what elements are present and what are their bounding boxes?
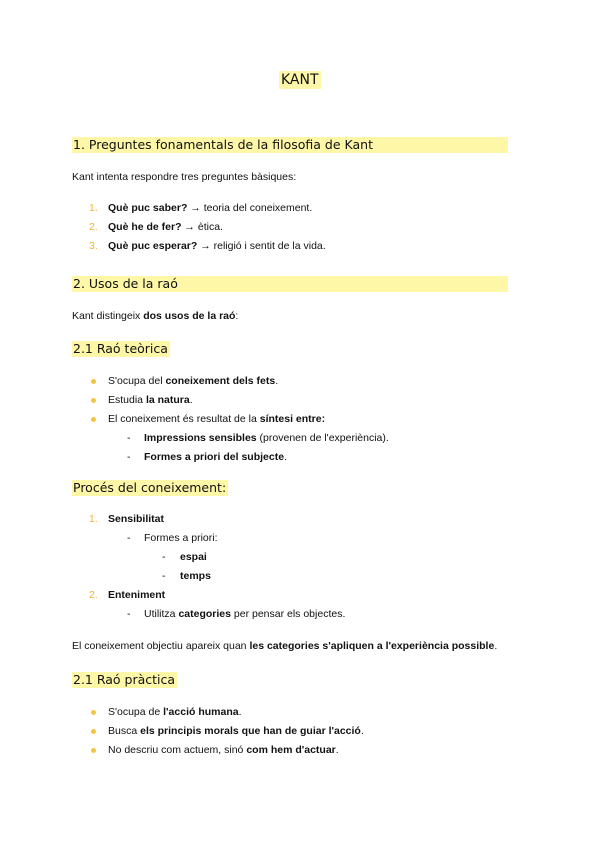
list-item: Què he de fer? → ètica. [108, 221, 223, 233]
list-item: S'ocupa del coneixement dels fets. [108, 375, 279, 387]
dash-marker: - [162, 551, 166, 563]
sub-list-item: Formes a priori: [144, 532, 218, 544]
sub-list-item: Formes a priori del subjecte. [144, 451, 287, 463]
sub-sub-list-item: temps [180, 570, 211, 582]
dash-marker: - [127, 532, 131, 544]
list-item: Busca els principis morals que han de guiar l'acció. [108, 725, 364, 737]
list-item: No descriu com actuem, sinó com hem d'actuar. [108, 744, 339, 756]
sub-sub-list-item: espai [180, 551, 207, 563]
list-item: Estudia la natura. [108, 394, 193, 406]
bullet-icon [91, 417, 96, 422]
list-item: Què puc esperar? → religió i sentit de la vida. [108, 240, 326, 252]
list-item: S'ocupa de l'acció humana. [108, 706, 242, 718]
list-item: El coneixement és resultat de la síntesi entre: [108, 413, 326, 425]
section-2-intro: Kant distingeix dos usos de la raó: [72, 310, 239, 322]
section-1-intro: Kant intenta respondre tres preguntes bàsiques: [72, 171, 297, 183]
section-1-heading: 1. Preguntes fonamentals de la filosofia de Kant [72, 137, 508, 153]
bullet-icon [91, 710, 96, 715]
section-2-heading: 2. Usos de la raó [72, 276, 508, 292]
bullet-icon [91, 748, 96, 753]
document-title: KANT [281, 72, 319, 88]
list-item: Què puc saber? → teoria del coneixement. [108, 202, 313, 214]
dash-marker: - [127, 432, 131, 444]
list-number: 1. [89, 202, 98, 214]
dash-marker: - [162, 570, 166, 582]
dash-marker: - [127, 451, 131, 463]
subsection-practical-heading: 2.1 Raó pràctica [73, 672, 176, 687]
subsection-theoretical-heading: 2.1 Raó teòrica [73, 341, 168, 356]
bullet-icon [91, 729, 96, 734]
sub-list-item: Impressions sensibles (provenen de l'experiència). [144, 432, 389, 444]
list-number: 1. [89, 513, 98, 525]
conclusion-paragraph: El coneixement objectiu apareix quan les categories s'apliquen a l'experiència possible. [72, 640, 498, 652]
bullet-icon [91, 398, 96, 403]
list-number: 2. [89, 221, 98, 233]
list-number: 3. [89, 240, 98, 252]
bullet-icon [91, 379, 96, 384]
list-number: 2. [89, 589, 98, 601]
dash-marker: - [127, 608, 131, 620]
sub-list-item: Utilitza categories per pensar els objectes. [144, 608, 346, 620]
process-heading: Procés del coneixement: [73, 480, 227, 495]
list-item: Sensibilitat [108, 513, 165, 525]
list-item: Enteniment [108, 589, 166, 601]
